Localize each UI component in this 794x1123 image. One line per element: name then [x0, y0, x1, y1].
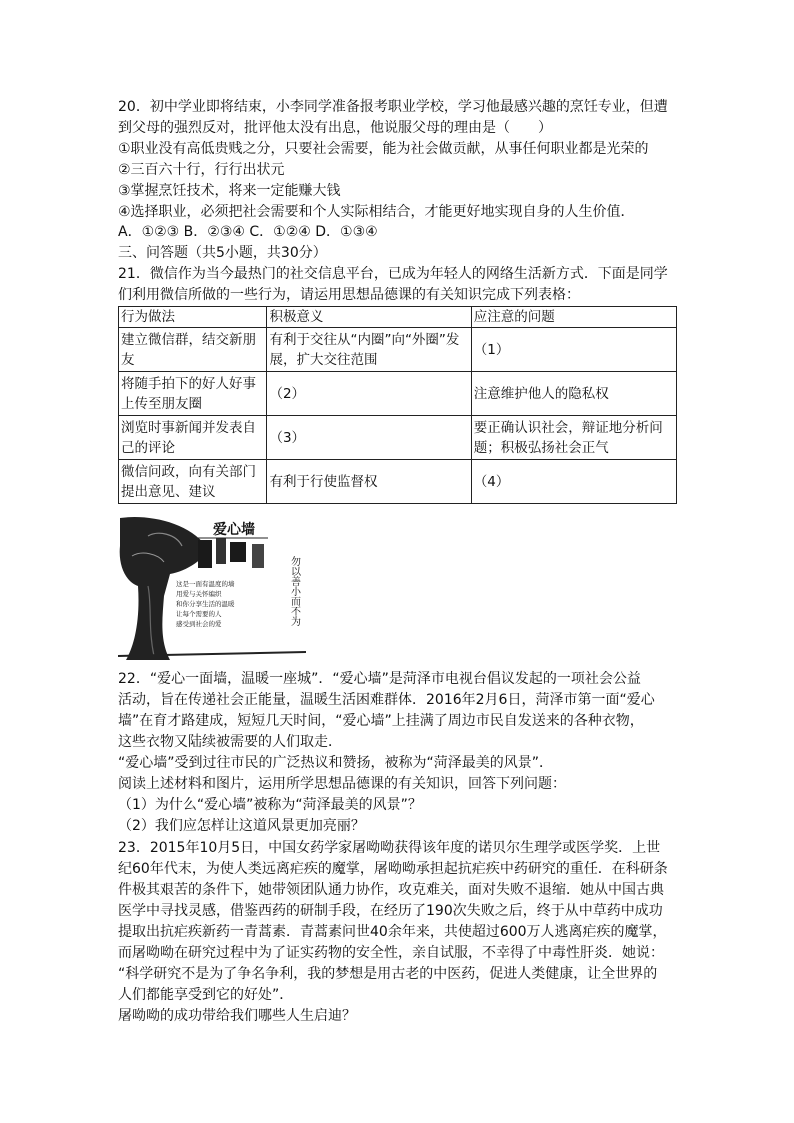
q20-option-1: ①职业没有高低贵贱之分，只要社会需要，能为社会做贡献，从事任何职业都是光荣的	[118, 141, 649, 157]
table-cell: 建立微信群，结交新朋友	[119, 328, 267, 372]
q23-line2: 纪60年代末，为使人类远离疟疾的魔掌，屠呦呦承担起抗疟疾中药研究的重任．在科研条	[118, 861, 668, 877]
q22-line4: 这些衣物又陆续被需要的人们取走．	[118, 734, 342, 750]
image-poem-line: 用爱与关怀编织	[176, 590, 222, 598]
q20-option-4: ④选择职业，必须把社会需要和个人实际相结合，才能更好地实现自身的人生价值．	[118, 204, 635, 220]
table-cell: 要正确认识社会，辩证地分析问题；积极弘扬社会正气	[471, 416, 676, 460]
q23-question: 屠呦呦的成功带给我们哪些人生启迪？	[118, 1008, 356, 1024]
image-side-text: 勿以善小而不为	[288, 556, 300, 626]
table-cell: （1）	[471, 328, 676, 372]
q22-subquestion-1: （1）为什么“爱心墙”被称为“菏泽最美的风景”？	[118, 797, 422, 813]
image-poem-line: 这是一面有温度的墙	[176, 580, 235, 588]
table-cell: 有利于行使监督权	[267, 460, 471, 504]
q23-line3: 件极其艰苦的条件下，她带领团队通力协作，攻克难关，面对失败不退缩．她从中国古典	[118, 882, 664, 898]
table-cell: 将随手拍下的好人好事上传至朋友圈	[119, 372, 267, 416]
table-cell: 浏览时事新闻并发表自己的评论	[119, 416, 267, 460]
q23-line8: 人们都能享受到它的好处”．	[118, 987, 294, 1003]
q21-stem-line2: 们利用微信所做的一些行为，请运用思想品德课的有关知识完成下列表格：	[118, 287, 580, 303]
image-title: 爱心墙	[213, 522, 255, 538]
table-cell: 有利于交往从“内圈”向“外圈”发展，扩大交往范围	[267, 328, 471, 372]
q23-line4: 医学中寻找灵感，借鉴西药的研制手段，在经历了190次失败之后，终于从中草药中成功	[118, 903, 663, 919]
q22-subquestion-2: （2）我们应怎样让这道风景更加亮丽？	[118, 818, 365, 834]
q23-line1: 23．2015年10月5日，中国女药学家屠呦呦获得该年度的诺贝尔生理学或医学奖．上世	[118, 840, 661, 856]
love-wall-image	[118, 516, 306, 662]
q20-stem-line1: 20．初中学业即将结束，小李同学准备报考职业学校，学习他最感兴趣的烹饪专业，但遭	[118, 99, 668, 115]
table-header-cell: 积极意义	[267, 307, 471, 328]
table-row	[119, 460, 677, 504]
q22-line1: 22．“爱心一面墙，温暖一座城”．“爱心墙”是菏泽市电视台倡议发起的一项社会公益	[118, 671, 641, 687]
q20-stem-line2: 到父母的强烈反对，批评他太没有出息，他说服父母的理由是（ ）	[118, 120, 552, 136]
q23-line6: 而屠呦呦在研究过程中为了证实药物的安全性，亲自试服，不幸得了中毒性肝炎．她说：	[118, 945, 664, 961]
table-cell: （3）	[267, 416, 471, 460]
table-header-cell: 应注意的问题	[471, 307, 676, 328]
q22-line2: 活动，旨在传递社会正能量，温暖生活困难群体．2016年2月6日，菏泽市第一面“爱心	[118, 692, 655, 708]
table-cell: 微信问政，向有关部门提出意见、建议	[119, 460, 267, 504]
section-heading: 三、问答题（共5小题，共30分）	[118, 245, 327, 261]
q20-option-3: ③掌握烹饪技术，将来一定能赚大钱	[118, 183, 341, 199]
table-header-row	[119, 307, 677, 328]
q21-table	[118, 306, 677, 504]
table-cell: 注意维护他人的隐私权	[471, 372, 676, 416]
q23-line5: 提取出抗疟疾新药一青蒿素．青蒿素问世40余年来，共使超过600万人逃离疟疾的魔掌，	[118, 924, 667, 940]
q22-line5: “爱心墙”受到过往市民的广泛热议和赞扬，被称为“菏泽最美的风景”．	[118, 755, 554, 771]
q21-stem-line1: 21．微信作为当今最热门的社交信息平台，已成为年轻人的网络生活新方式．下面是同学	[118, 266, 668, 282]
table-cell: （4）	[471, 460, 676, 504]
image-poem-line: 感受到社会的爱	[176, 620, 222, 628]
q20-option-2: ②三百六十行，行行出状元	[118, 162, 285, 178]
q20-choices: A．①②③ B．②③④ C．①②④ D．①③④	[118, 224, 378, 240]
image-poem-line: 让每个需要的人	[176, 610, 222, 618]
q23-line7: “科学研究不是为了争名争利，我的梦想是用古老的中医药，促进人类健康，让全世界的	[118, 966, 658, 982]
q22-line6: 阅读上述材料和图片，运用所学思想品德课的有关知识，回答下列问题：	[118, 776, 566, 792]
table-header-cell: 行为做法	[119, 307, 267, 328]
table-row	[119, 372, 677, 416]
table-row	[119, 328, 677, 372]
image-poem-line: 和你分享生活的温暖	[176, 600, 235, 608]
table-cell: （2）	[267, 372, 471, 416]
table-row	[119, 416, 677, 460]
q22-line3: 墙”在育才路建成，短短几天时间，“爱心墙”上挂满了周边市民自发送来的各种衣物，	[118, 713, 644, 729]
